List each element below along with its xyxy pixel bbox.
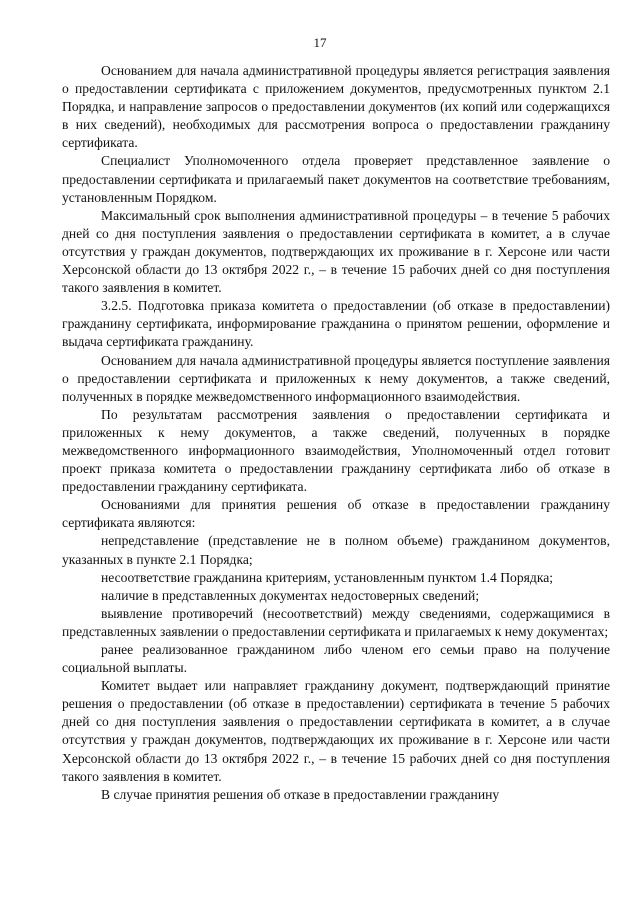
list-item: непредставление (представление не в полном объеме) гражданином документов, указанных в пункте 2.1 Порядка; bbox=[62, 533, 610, 567]
paragraph: 3.2.5. Подготовка приказа комитета о предоставлении (об отказе в предоставлении) гражданину сертификата, информирование гражданина о принятом решении, оформление и выдача сертификата гражданину. bbox=[62, 298, 610, 350]
paragraph: Основанием для начала административной процедуры является регистрация заявления о предоставлении сертификата с приложением документов, предусмотренных пунктом 2.1 Порядка, и направление запросов о предоставлении документов (их копий или содержащихся в них сведений), необходимых для рассмотрения вопроса о предоставлении гражданину сертификата. bbox=[62, 63, 610, 151]
list-item: ранее реализованное гражданином либо членом его семьи право на получение социальной выплаты. bbox=[62, 642, 610, 676]
paragraph: В случае принятия решения об отказе в предоставлении гражданину bbox=[101, 786, 500, 802]
paragraph: Основаниями для принятия решения об отказе в предоставлении гражданину сертификата являются: bbox=[62, 497, 610, 531]
paragraph: Комитет выдает или направляет гражданину документ, подтверждающий принятие решения о предоставлении (об отказе в предоставлении) сертификата в течение 5 рабочих дней со дня поступления заявления о предоставлении сертификата в комитет, а в случае отсутствия у граждан документов, подтверждающих их проживание в г. Херсоне или части Херсонской области до 13 октября 2022 г., – в течение 15 рабочих дней со дня поступления такого заявления в комитет. bbox=[62, 678, 610, 784]
paragraph: Максимальный срок выполнения административной процедуры – в течение 5 рабочих дней со дня поступления заявления о предоставлении сертификата в комитет, а в случае отсутствия у граждан документов, подтверждающих их проживание в г. Херсоне или части Херсонской области до 13 октября 2022 г., – в течение 15 рабочих дней со дня поступления такого заявления в комитет. bbox=[62, 207, 610, 296]
body-text bbox=[62, 62, 610, 804]
list-item: несоответствие гражданина критериям, установленным пунктом 1.4 Порядка; bbox=[101, 569, 554, 585]
list-item: наличие в представленных документах недостоверных сведений; bbox=[101, 587, 480, 603]
list-item: выявление противоречий (несоответствий) между сведениями, содержащимися в представленных заявлении о предоставлении сертификата и прилагаемых к нему документах; bbox=[62, 605, 610, 639]
page-number: 17 bbox=[313, 35, 327, 50]
paragraph: Специалист Уполномоченного отдела проверяет представленное заявление о предоставлении сертификата и прилагаемый пакет документов на соответствие требованиям, установленным Порядком. bbox=[62, 153, 610, 205]
paragraph: По результатам рассмотрения заявления о предоставлении сертификата и приложенных к нему документов, а также сведений, полученных в порядке межведомственного информационного взаимодействия, Уполномоченный отдел готовит проект приказа комитета о предоставлении гражданину сертификата либо об отказе в предоставлении гражданину сертификата. bbox=[62, 406, 610, 495]
paragraph: Основанием для начала административной процедуры является поступление заявления о предоставлении сертификата и приложенных к нему документов, а также сведений, полученных в порядке межведомственного информационного взаимодействия. bbox=[62, 352, 610, 404]
